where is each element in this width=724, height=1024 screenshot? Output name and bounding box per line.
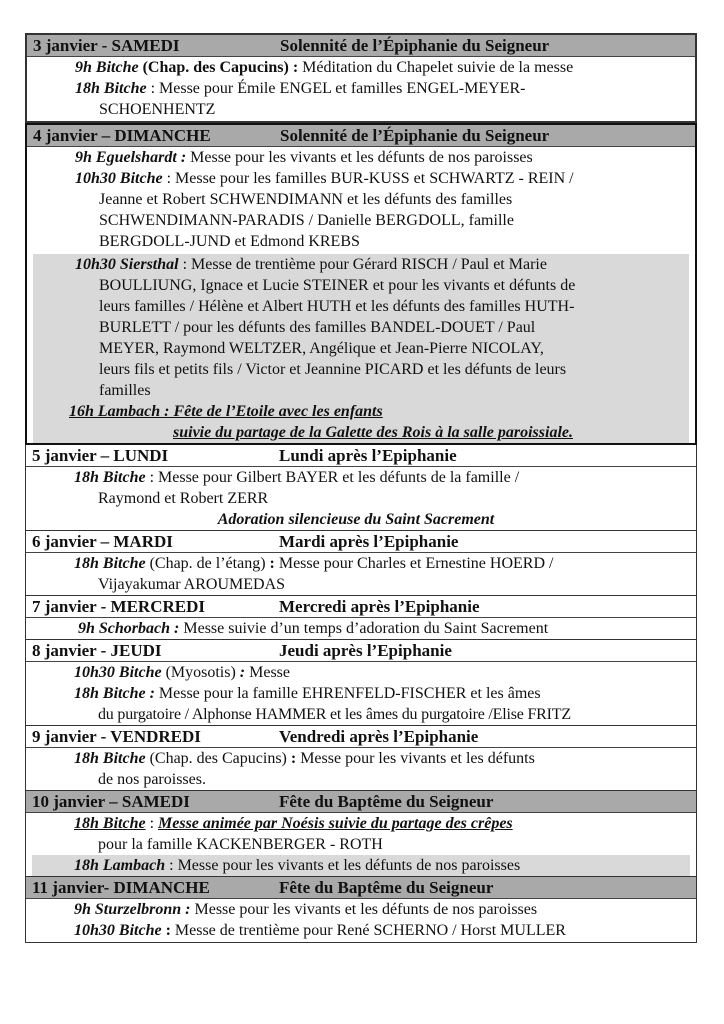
event-line: 16h Lambach : Fête de l’Etoile avec les enfants (69, 403, 383, 420)
day-feast: Fête du Baptême du Seigneur (279, 792, 494, 811)
entry-sep: : (145, 469, 159, 486)
entry-sep: : (145, 815, 159, 832)
entry-time-place: 9h Sturzelbronn : (74, 901, 191, 918)
entry-continuation: SCHWENDIMANN-PARADIS / Danielle BERGDOLL, famille (99, 212, 514, 229)
entry-time-place: 18h Bitche : (74, 685, 155, 702)
entry-text: Messe suivie d’un temps d’adoration du Saint Sacrement (179, 620, 549, 637)
entry-sep: : (178, 256, 192, 273)
entry-continuation: SCHOENHENTZ (99, 101, 216, 118)
mass-entry-highlighted (33, 254, 689, 401)
adoration-note: Adoration silencieuse du Saint Sacrement (217, 511, 495, 528)
entry-time-place: 10h30 Siersthal (75, 256, 179, 273)
entry-continuation: BURLETT / pour les défunts des familles BANDEL-DOUET / Paul (99, 319, 536, 336)
entry-time-place: 18h Bitche (74, 555, 146, 572)
entry-text: Messe pour les familles BUR-KUSS et SCHWARTZ - REIN / (175, 170, 574, 187)
day-block (25, 791, 697, 877)
day-header (26, 791, 696, 813)
entry-continuation: familles (99, 382, 151, 399)
day-feast: Solennité de l’Épiphanie du Seigneur (280, 126, 550, 145)
mass-entry (27, 168, 695, 252)
entry-text: Messe animée par Noésis suivie du partage des crêpes (158, 815, 513, 832)
day-feast: Fête du Baptême du Seigneur (279, 878, 494, 897)
day-header (27, 35, 695, 57)
day-feast: Jeudi après l’Epiphanie (279, 641, 452, 660)
day-date: 3 janvier - SAMEDI (33, 36, 180, 55)
day-feast: Mardi après l’Epiphanie (279, 532, 459, 551)
mass-entry (27, 78, 695, 121)
entry-continuation: leurs familles / Hélène et Albert HUTH et les défunts des familles HUTH- (99, 298, 575, 315)
day-block (25, 640, 697, 726)
day-date: 11 janvier- DIMANCHE (32, 878, 210, 897)
day-header (27, 125, 695, 147)
entry-colon: : (269, 555, 275, 572)
day-date: 8 janvier - JEUDI (32, 641, 162, 660)
entry-colon: : (161, 922, 171, 939)
entry-time-place: 10h30 Bitche (74, 664, 162, 681)
entry-location-detail: (Myosotis) (161, 664, 240, 681)
entry-continuation: MEYER, Raymond WELTZER, Angélique et Jean-Pierre NICOLAY, (99, 340, 544, 357)
mass-entry (26, 920, 696, 942)
entry-time-place: 9h Bitche (75, 59, 139, 76)
entry-continuation: Vijayakumar AROUMEDAS (98, 576, 286, 593)
entry-location-detail: (Chap. des Capucins) : (138, 59, 299, 76)
day-block (25, 445, 697, 531)
entry-colon: : (290, 750, 297, 767)
day-header (26, 445, 696, 467)
note-entry (26, 509, 696, 530)
day-feast: Lundi après l’Epiphanie (279, 446, 457, 465)
day-header (26, 877, 696, 899)
entry-text: Messe pour les vivants et les défunts de nos paroisses (177, 857, 521, 874)
day-header (26, 596, 696, 618)
entry-continuation: Raymond et Robert ZERR (98, 490, 269, 507)
entry-text: Messe pour Charles et Ernestine HOERD / (274, 555, 554, 572)
entry-location-detail: (Chap. de l’étang) (145, 555, 270, 572)
mass-entry-highlighted (32, 855, 690, 876)
day-date: 6 janvier – MARDI (32, 532, 173, 551)
day-feast: Solennité de l’Épiphanie du Seigneur (280, 36, 550, 55)
entry-location-detail: (Chap. des Capucins) (145, 750, 291, 767)
day-block (25, 531, 697, 596)
entry-continuation: pour la famille KACKENBERGER - ROTH (98, 836, 383, 853)
event-line: suivie du partage de la Galette des Rois à la salle paroissiale. (173, 424, 573, 441)
day-block (25, 877, 697, 943)
entry-time-place: 9h Schorbach : (78, 620, 180, 637)
entry-text: Messe pour les vivants et les défunts (296, 750, 535, 767)
entry-colon: : (239, 664, 246, 681)
day-feast: Vendredi après l’Epiphanie (279, 727, 479, 746)
entry-continuation: leurs fils et petits fils / Victor et Jeannine PICARD et les défunts de leurs (99, 361, 567, 378)
entry-time-place: 18h Bitche (74, 750, 146, 767)
entry-continuation: BOULLIUNG, Ignace et Lucie STEINER et pour les vivants et défunts de (99, 277, 576, 294)
entry-continuation: de nos paroisses. (98, 771, 206, 788)
mass-entry (26, 467, 696, 509)
day-date: 4 janvier – DIMANCHE (33, 126, 211, 145)
day-block (25, 596, 697, 640)
entry-text: Messe de trentième pour René SCHERNO / Horst MULLER (170, 922, 566, 939)
entry-continuation: Jeanne et Robert SCHWENDIMANN et les défunts des familles (99, 191, 513, 208)
entry-text: Messe pour Gilbert BAYER et les défunts de la famille / (158, 469, 520, 486)
mass-entry (26, 748, 696, 790)
entry-time-place: 18h Bitche (74, 815, 146, 832)
entry-text: Méditation du Chapelet suivie de la messe (298, 59, 574, 76)
day-date: 10 janvier – SAMEDI (32, 792, 190, 811)
entry-text: Messe pour la famille EHRENFELD-FISCHER et les âmes (154, 685, 541, 702)
mass-entry (26, 683, 696, 725)
entry-time-place: 18h Bitche (74, 469, 146, 486)
day-date: 5 janvier – LUNDI (32, 446, 169, 465)
entry-time-place: 18h Lambach (74, 857, 166, 874)
day-block (25, 123, 697, 445)
entry-text: Messe pour Émile ENGEL et familles ENGEL-MEYER- (159, 80, 526, 97)
day-header (26, 531, 696, 553)
mass-entry (27, 57, 695, 78)
day-block (25, 726, 697, 791)
day-block (25, 33, 697, 123)
day-date: 7 janvier - MERCREDI (32, 597, 205, 616)
mass-entry (26, 813, 696, 855)
mass-entry (26, 553, 696, 595)
entry-continuation: du purgatoire / Alphonse HAMMER et les âmes du purgatoire /Elise FRITZ (98, 706, 571, 723)
entry-sep: : (146, 80, 160, 97)
entry-time-place: 10h30 Bitche (74, 922, 162, 939)
entry-text: Messe pour les vivants et les défunts de nos paroisses (186, 149, 533, 166)
entry-continuation: BERGDOLL-JUND et Edmond KREBS (99, 233, 360, 250)
entry-sep: : (165, 857, 178, 874)
entry-time-place: 10h30 Bitche (75, 170, 163, 187)
entry-sep: : (162, 170, 176, 187)
entry-text: Messe pour les vivants et les défunts de nos paroisses (190, 901, 538, 918)
entry-text: Messe de trentième pour Gérard RISCH / Paul et Marie (191, 256, 547, 273)
mass-entry (27, 147, 695, 168)
day-header (26, 726, 696, 748)
day-header (26, 640, 696, 662)
mass-entry (26, 899, 696, 920)
mass-entry (26, 618, 696, 639)
day-date: 9 janvier - VENDREDI (32, 727, 201, 746)
day-feast: Mercredi après l’Epiphanie (279, 597, 480, 616)
mass-entry (26, 662, 696, 683)
entry-time-place: 18h Bitche (75, 80, 147, 97)
entry-text: Messe (245, 664, 291, 681)
event-entry-highlighted (33, 401, 689, 443)
entry-time-place: 9h Eguelshardt : (75, 149, 187, 166)
schedule-table (25, 33, 697, 943)
